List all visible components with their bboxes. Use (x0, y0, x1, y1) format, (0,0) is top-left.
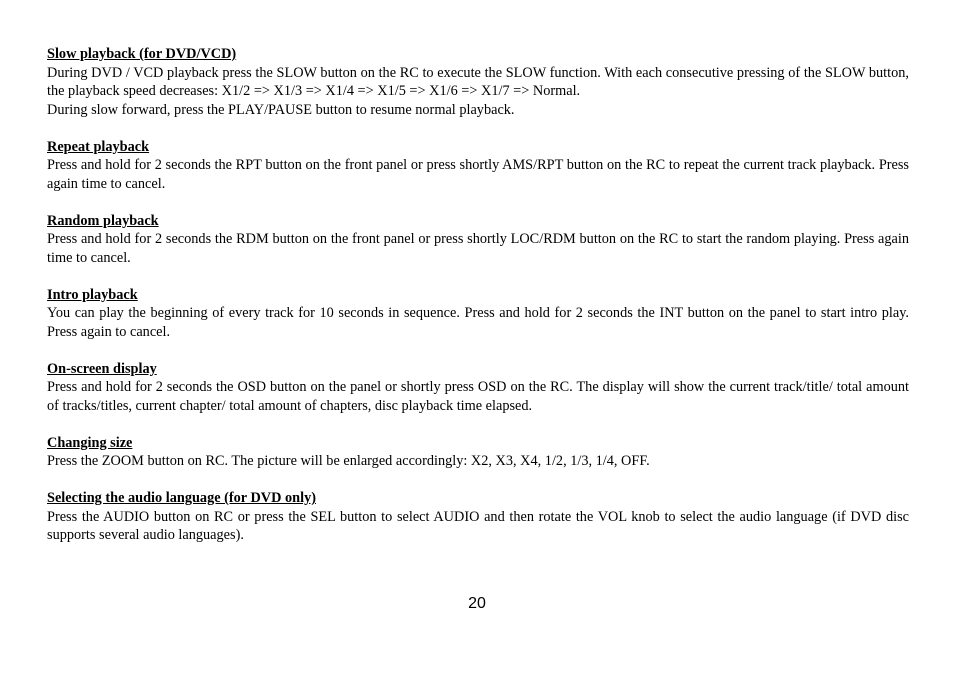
section-paragraph: Press and hold for 2 seconds the RDM button on the front panel or press shortly LOC/RDM button on the RC to start the random playing. Press again time to cancel. (47, 231, 909, 266)
section-paragraph: Press the ZOOM button on RC. The picture will be enlarged accordingly: X2, X3, X4, 1/2, 1/3, 1/4, OFF. (47, 453, 650, 469)
section-paragraph: During DVD / VCD playback press the SLOW button on the RC to execute the SLOW function. With each consecutive pressing of the SLOW button, the playback speed decreases: X1/2 => X1/3 => X1/4 => X1/5 => X1/6 => X1/7 => Normal. (47, 64, 909, 99)
section-heading: Changing size (47, 434, 133, 451)
section-paragraph: Press the AUDIO button on RC or press the SEL button to select AUDIO and then rotate the VOL knob to select the audio language (if DVD disc supports several audio languages). (47, 508, 909, 543)
section-on-screen-display (47, 360, 909, 416)
section-heading: Selecting the audio language (for DVD only) (47, 490, 316, 506)
section-intro-playback (47, 286, 909, 342)
page-number: 20 (468, 595, 486, 612)
section-heading: Intro playback (47, 286, 138, 303)
section-heading: Repeat playback (47, 138, 150, 155)
section-paragraph: Press and hold for 2 seconds the RPT button on the front panel or press shortly AMS/RPT button on the RC to repeat the current track playback. Press again time to cancel. (47, 157, 909, 192)
section-paragraph: You can play the beginning of every track for 10 seconds in sequence. Press and hold for 2 seconds the INT button on the panel to start intro play. Press again to cancel. (47, 305, 909, 340)
section-paragraph: Press and hold for 2 seconds the OSD button on the panel or shortly press OSD on the RC. The display will show the current track/title/ total amount of tracks/titles, current chapter/ total amount of chapters, disc playback time elapsed. (47, 379, 909, 414)
section-changing-size (47, 434, 909, 471)
section-audio-language (47, 489, 909, 545)
section-heading: On-screen display (47, 360, 157, 377)
section-heading: Random playback (47, 212, 159, 229)
section-paragraph: During slow forward, press the PLAY/PAUSE button to resume normal playback. (47, 101, 515, 118)
section-heading: Slow playback (for DVD/VCD) (47, 46, 237, 62)
manual-content (47, 45, 909, 563)
section-random-playback (47, 212, 909, 268)
section-slow-playback (47, 45, 909, 119)
section-repeat-playback (47, 138, 909, 194)
